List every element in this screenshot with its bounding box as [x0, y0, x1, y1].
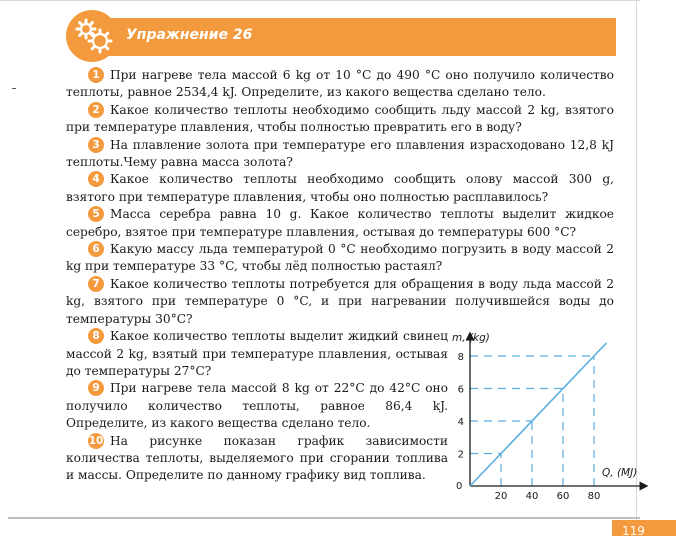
task-number-badge: 1	[88, 67, 104, 83]
task-number-badge: 3	[88, 137, 104, 153]
task-text: При нагреве тела массой 6 kg от 10 °C до 490 °C оно получило количество теплоты, равное 2534,4 kJ. Определите, из какого вещества сделано тело.	[66, 68, 614, 100]
task-9	[66, 380, 448, 432]
task-6	[66, 241, 614, 276]
bottom-rule	[8, 517, 640, 519]
task-number-badge: 8	[88, 328, 104, 344]
task-text: Какое количество теплоты выделит жидкий свинец массой 2 kg, взятый при температуре плавления, остывая до температуры 27°C?	[66, 329, 448, 378]
gears-icon	[72, 16, 116, 56]
y-tick-label: 8	[457, 352, 464, 363]
top-rule	[0, 0, 640, 1]
mass-heat-graph	[446, 326, 648, 502]
task-number-badge: 2	[88, 102, 104, 118]
data-line	[470, 343, 606, 486]
task-number-badge: 5	[88, 206, 104, 222]
task-text: Какое количество теплоты потребуется для обращения в воду льда массой 2 kg, взятого при температуре 0 °C, и при нагревании получившейся воды до температуры 30°C?	[66, 276, 614, 326]
task-10	[66, 433, 448, 485]
task-number-badge: 7	[88, 276, 104, 292]
task-number-badge: 6	[88, 241, 104, 257]
x-tick-label: 60	[556, 491, 570, 502]
task-text: Какое количество теплоты необходимо сообщить льду массой 2 kg, взятого при температуре плавления, чтобы полностью превратить его в воду?	[66, 102, 614, 135]
task-3	[66, 137, 614, 172]
page-number: 119	[622, 524, 645, 538]
task-number-badge: 9	[88, 380, 104, 396]
task-1	[66, 67, 614, 102]
task-text: При нагреве тела массой 8 kg от 22°C до 42°C оно получило количество теплоты, равное 86,4 kJ. Определите, из какого вещества сделано тело.	[66, 381, 448, 431]
task-number-badge: 10	[88, 434, 104, 447]
task-8	[66, 328, 448, 380]
origin-label: 0	[456, 481, 463, 492]
task-5	[66, 206, 614, 241]
y-tick-label: 2	[457, 449, 464, 461]
task-7	[66, 276, 614, 328]
exercise-title: Упражнение 26	[126, 27, 253, 43]
x-tick-label: 40	[525, 491, 539, 502]
task-4	[66, 171, 614, 206]
task-text: На рисунке показан график зависимости количества теплоты, выделяемого при сгорании топлива и массы. Определите по данному графику вид топлива.	[66, 433, 448, 483]
y-tick-label: 6	[457, 384, 464, 396]
margin-tick	[12, 88, 16, 89]
task-2	[66, 102, 614, 137]
task-text: На плавление золота при температуре его плавления израсходовано 12,8 kJ теплоты.Чему равна масса золота?	[66, 137, 614, 170]
x-tick-label: 20	[494, 491, 508, 502]
y-tick-label: 4	[457, 417, 464, 428]
task-number-badge: 4	[88, 171, 104, 187]
x-axis-label: Q, (MJ)	[602, 467, 638, 479]
task-text: Какое количество теплоты необходимо сообщить олову массой 300 g, взятого при температуре плавления, чтобы оно полностью расплавилось?	[66, 172, 614, 204]
task-text: Какую массу льда температурой 0 °C необходимо погрузить в воду массой 2 kg при температуре 33 °C, чтобы лёд полностью растаял?	[66, 242, 614, 274]
x-tick-label: 80	[587, 491, 601, 502]
y-axis-label: m, (kg)	[452, 332, 490, 344]
task-text: Масса серебра равна 10 g. Какое количество теплоты выделит жидкое серебро, взятое при температуре плавления, остывая до температуры 600 °C?	[66, 207, 614, 239]
